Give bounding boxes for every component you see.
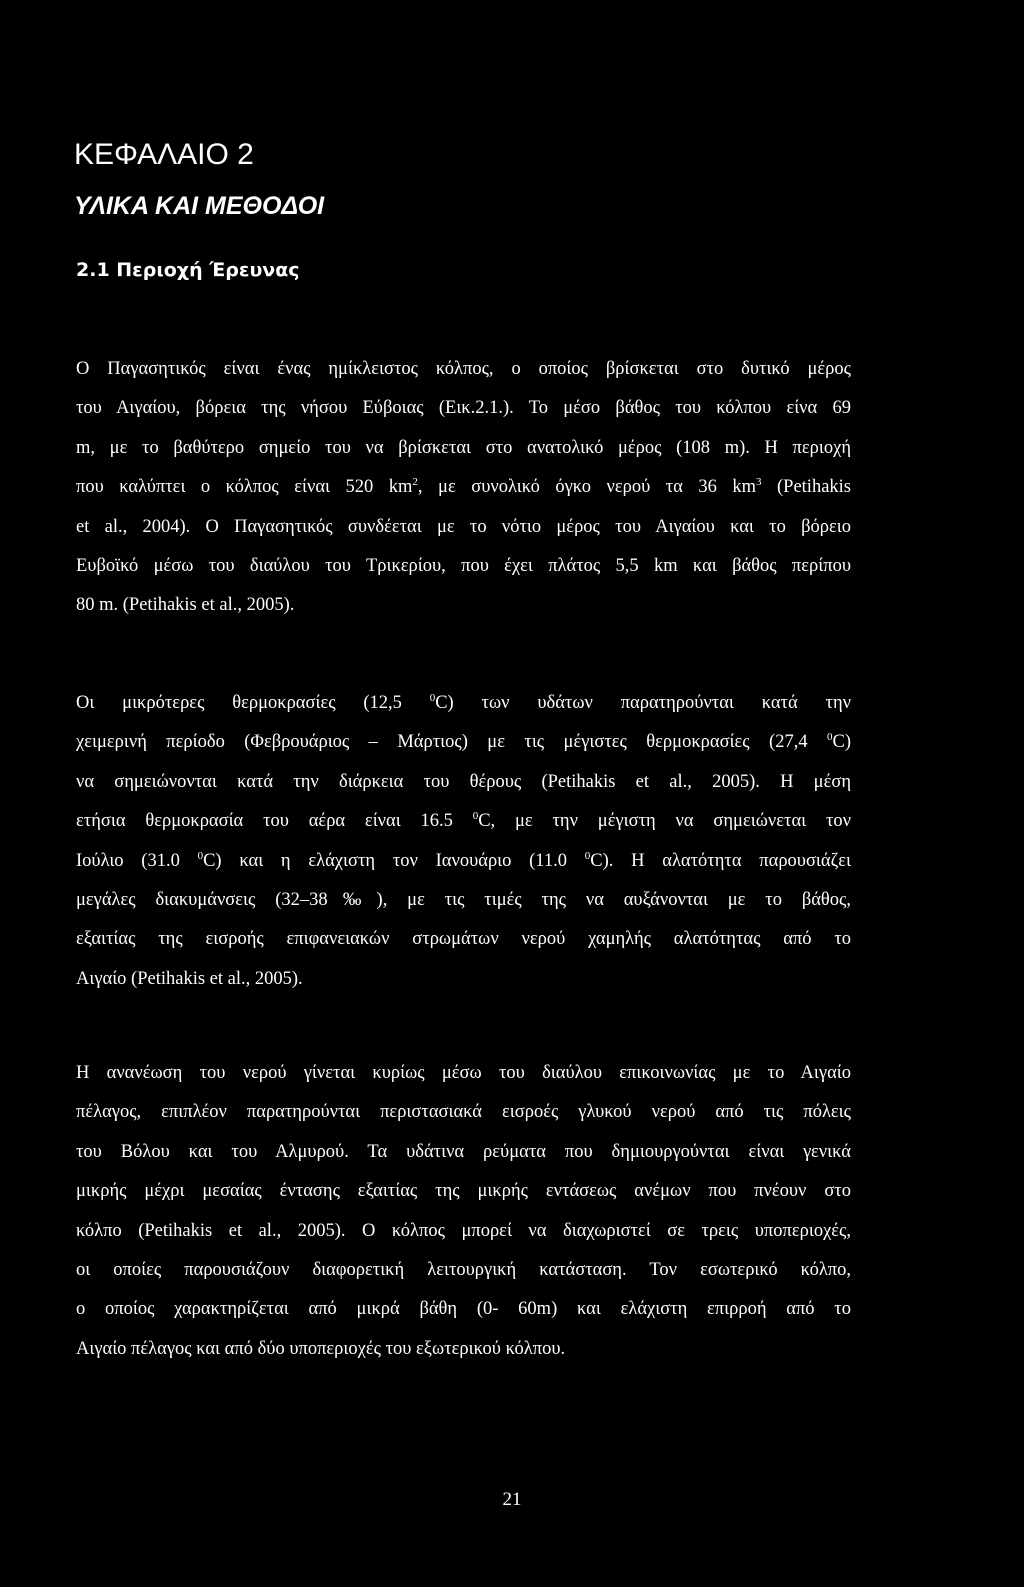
section-heading: 2.1 Περιοχή Έρευνας: [76, 259, 300, 281]
superscript: 0: [827, 731, 833, 744]
text-segment: C) και η ελάχιστη τον Ιανουάριο (11.0: [203, 850, 585, 871]
text-segment: οι οποίες παρουσιάζουν διαφορετική λειτουργική κατάσταση. Τον εσωτερικό κόλπο,: [76, 1259, 851, 1280]
text-line: [76, 586, 851, 625]
text-segment: πέλαγος, επιπλέον παρατηρούνται περιστασιακά εισροές γλυκού νερού από τις πόλεις: [76, 1102, 851, 1123]
text-segment: Αιγαίο πέλαγος και από δύο υποπεριοχές του εξωτερικού κόλπου.: [76, 1338, 566, 1359]
text-line: [76, 1212, 851, 1251]
text-line: [76, 1330, 851, 1369]
text-segment: μεγάλες διακυμάνσεις (32–38‰), με τις τιμές της να αυξάνονται με το βάθος,: [76, 889, 851, 910]
text-segment: C) των υδάτων παρατηρούνται κατά την: [435, 693, 851, 713]
superscript: 3: [756, 476, 762, 489]
text-segment: C). Η αλατότητα παρουσιάζει: [590, 850, 852, 871]
superscript: 0: [472, 810, 479, 823]
body-paragraph: [76, 1054, 851, 1369]
text-line: [76, 763, 851, 802]
text-line: [76, 920, 851, 959]
text-line: [76, 468, 851, 507]
text-segment: 80 m. (Petihakis et al., 2005).: [76, 595, 295, 616]
text-segment: μικρής μέχρι μεσαίας έντασης εξαιτίας της μικρής εντάσεως ανέμων που πνέουν στο: [76, 1181, 851, 1202]
text-segment: κόλπο (Petihakis et al., 2005). Ο κόλπος μπορεί να διαχωριστεί σε τρεις υποπεριοχές,: [76, 1220, 851, 1241]
text-segment: Ευβοϊκό μέσω του διαύλου του Τρικερίου, που έχει πλάτος 5,5 km και βάθος περίπου: [76, 555, 851, 576]
superscript: 0: [429, 692, 436, 704]
text-line: [76, 1290, 851, 1329]
text-line: [76, 842, 851, 881]
text-line: [76, 547, 851, 586]
text-line: [76, 429, 851, 468]
superscript: 0: [197, 849, 204, 862]
text-segment: C, με την μέγιστη να σημειώνεται τον: [478, 811, 851, 832]
text-segment: Αιγαίο (Petihakis et al., 2005).: [76, 968, 303, 989]
superscript: 0: [584, 849, 591, 862]
text-segment: του Βόλου και του Αλμυρού. Τα υδάτινα ρεύματα που δημιουργούνται είναι γενικά: [76, 1141, 851, 1162]
text-segment: του Αιγαίου, βόρεια της νήσου Εύβοιας (Εικ.2.1.). Το μέσο βάθος του κόλπου είνα 69: [76, 398, 851, 419]
text-line: [76, 1133, 851, 1172]
text-segment: που καλύπτει ο κόλπος είναι 520 km: [76, 477, 413, 498]
text-line: [76, 881, 851, 920]
text-segment: et al., 2004). Ο Παγασητικός συνδέεται με το νότιο μέρος του Αιγαίου και το βόρειο: [76, 516, 851, 537]
body-paragraph: [76, 350, 851, 626]
text-line: [76, 389, 851, 428]
text-line: [76, 350, 851, 389]
text-segment: ετήσια θερμοκρασία του αέρα είναι 16.5: [76, 811, 473, 832]
text-line: [76, 1251, 851, 1290]
superscript: 2: [412, 476, 418, 489]
text-line: [76, 508, 851, 547]
chapter-subtitle: ΥΛΙΚΑ ΚΑΙ ΜΕΘΟΔΟΙ: [74, 192, 325, 220]
text-segment: Ιούλιο (31.0: [76, 850, 198, 871]
text-segment: ο οποίος χαρακτηρίζεται από μικρά βάθη (0- 60m) και ελάχιστη επιρροή από το: [76, 1299, 851, 1320]
text-segment: να σημειώνονται κατά την διάρκεια του θέρους (Petihakis et al., 2005). Η μέση: [76, 771, 851, 792]
text-segment: Οι μικρότερες θερμοκρασίες (12,5: [76, 693, 430, 713]
text-segment: χειμερινή περίοδο (Φεβρουάριος – Μάρτιος) με τις μέγιστες θερμοκρασίες (27,4: [76, 732, 827, 753]
chapter-title: ΚΕΦΑΛΑΙΟ 2: [74, 138, 254, 171]
text-segment: (Petihakis: [761, 477, 851, 498]
text-segment: C): [832, 732, 851, 753]
text-line: [76, 1054, 851, 1093]
text-line: [76, 1093, 851, 1132]
text-segment: , με συνολικό όγκο νερού τα 36 km: [417, 477, 756, 498]
text-line: [76, 802, 851, 841]
text-line: [76, 723, 851, 762]
text-segment: Ο Παγασητικός είναι ένας ημίκλειστος κόλπος, ο οποίος βρίσκεται στο δυτικό μέρος: [76, 359, 851, 379]
text-segment: εξαιτίας της εισροής επιφανειακών στρωμάτων νερού χαμηλής αλατότητας από το: [76, 929, 851, 950]
text-segment: Η ανανέωση του νερού γίνεται κυρίως μέσω του διαύλου επικοινωνίας με το Αιγαίο: [76, 1063, 851, 1083]
body-paragraph: [76, 684, 851, 999]
text-line: [76, 960, 851, 999]
text-line: [76, 684, 851, 723]
text-line: [76, 1172, 851, 1211]
text-segment: m, με το βαθύτερο σημείο του να βρίσκεται στο ανατολικό μέρος (108 m). Η περιοχή: [76, 437, 851, 458]
page-number: 21: [502, 1489, 522, 1510]
